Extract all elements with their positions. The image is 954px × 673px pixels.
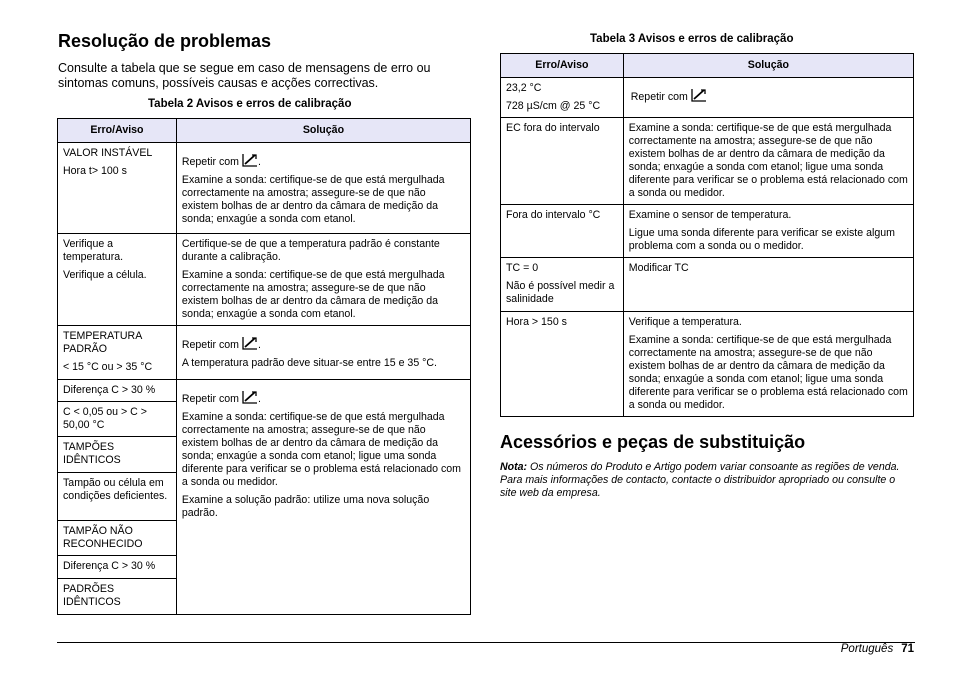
error-cell <box>501 258 624 312</box>
solution-cell <box>623 118 913 205</box>
solution-text: Repetir com . <box>182 390 465 406</box>
table-row <box>501 118 914 205</box>
note-body: Os números do Produto e Artigo podem variar consoante as regiões de venda. Para mais informações de contacto, contacte o distribuidor apropriado ou consulte o site web da empresa. <box>500 461 900 499</box>
solution-text: Examine a sonda: certifique-se de que está mergulhada correctamente na amostra; assegure-se de que não existem bolhas de ar dentro da câmara de medição da sonda; enxagúe a sonda com etanol; ligue uma sonda diferente para verificar se o problema está relacionado com a sonda ou medidor. <box>181 411 461 488</box>
footer-language: Português <box>840 643 894 655</box>
calibrate-icon <box>691 88 707 102</box>
table3 <box>500 53 914 417</box>
error-cell: C < 0,05 ou > C > 50,00 °C <box>58 402 177 437</box>
solution-text: Examine a sonda: certifique-se de que está mergulhada correctamente na amostra; assegure-se de que não existem bolhas de ar dentro da câmara de medição da sonda; enxagúe a sonda com etanol; ligue uma sonda diferente para verificar se o problema está relacionado com a sonda ou medidor. <box>628 122 908 199</box>
table-row <box>501 258 914 312</box>
calibrate-icon <box>242 336 258 350</box>
solution-text: Repetir com . <box>182 336 465 352</box>
table-row <box>58 380 471 402</box>
footer-divider <box>57 642 915 643</box>
table-header-row <box>58 119 471 143</box>
error-cell <box>501 78 624 118</box>
note-label: Nota: <box>500 461 528 473</box>
solution-text: Examine a sonda: certifique-se de que está mergulhada correctamente na amostra; assegure-se de que não existem bolhas de ar dentro da câmara de medição da sonda; enxagúe a sonda com etanol; ligue uma sonda diferente para verificar se o problema está relacionado com a sonda ou medidor. <box>628 334 908 411</box>
table-row <box>501 78 914 118</box>
error-text: TC = 0 <box>506 262 539 274</box>
error-cell: TAMPÃO NÃO RECONHECIDO <box>58 521 177 556</box>
solution-cell <box>176 234 470 326</box>
solution-text: Modificar TC <box>628 262 689 274</box>
error-text: 23,2 °C <box>506 82 542 94</box>
section-title-troubleshooting: Resolução de problemas <box>58 31 272 51</box>
error-text: Verifique a temperatura. <box>63 238 124 263</box>
error-cell <box>58 143 177 234</box>
table2-caption: Tabela 2 Avisos e erros de calibração <box>148 98 352 110</box>
error-text: Não é possível medir a salinidade <box>506 280 615 305</box>
solution-text: Examine o sensor de temperatura. <box>628 209 792 221</box>
intro-text: Consulte a tabela que se segue em caso de mensagens de erro ou sintomas comuns, possíveis causas e acções correctivas. <box>58 61 431 90</box>
solution-text: Repetir com . <box>182 153 465 169</box>
header-solution: Solução <box>623 54 913 78</box>
solution-cell <box>176 380 470 615</box>
solution-cell <box>176 326 470 380</box>
calibrate-icon <box>242 390 258 404</box>
solution-text: Ligue uma sonda diferente para verificar se existe algum problema com a sonda ou o medidor. <box>628 227 895 252</box>
page-footer <box>841 643 914 655</box>
solution-text: Examine a sonda: certifique-se de que está mergulhada correctamente na amostra; assegure-se de que não existem bolhas de ar dentro da câmara de medição da sonda; enxagúe a sonda com etanol. <box>181 174 445 225</box>
error-text: Verifique a célula. <box>63 269 147 281</box>
error-cell <box>58 326 177 380</box>
table-row <box>58 234 471 326</box>
error-cell: Tampão ou célula em condições deficientes. <box>58 473 177 521</box>
error-cell: Hora > 150 s <box>501 312 624 417</box>
error-cell: PADRÕES IDÊNTICOS <box>58 579 177 615</box>
solution-text: Repetir com <box>631 88 908 104</box>
page-number: 71 <box>901 643 914 655</box>
table-row <box>501 312 914 417</box>
solution-text: Verifique a temperatura. <box>628 316 742 328</box>
solution-cell <box>623 205 913 258</box>
solution-text: Certifique-se de que a temperatura padrão é constante durante a calibração. <box>181 238 440 263</box>
solution-cell <box>623 312 913 417</box>
table-row <box>501 205 914 258</box>
error-text: < 15 °C ou > 35 °C <box>63 361 153 373</box>
error-text: 728 µS/cm @ 25 °C <box>506 100 601 112</box>
note-text <box>500 461 910 500</box>
calibrate-icon <box>242 153 258 167</box>
error-cell <box>58 234 177 326</box>
error-cell: Diferença C > 30 % <box>58 380 177 402</box>
table-header-row <box>501 54 914 78</box>
table-row <box>58 143 471 234</box>
solution-text: A temperatura padrão deve situar-se entre 15 e 35 °C. <box>181 357 437 369</box>
error-cell: TAMPÕES IDÊNTICOS <box>58 437 177 473</box>
table2 <box>57 118 471 615</box>
error-cell: Fora do intervalo °C <box>501 205 624 258</box>
error-text: Hora t> 100 s <box>63 165 127 177</box>
solution-cell <box>623 78 913 118</box>
table3-caption: Tabela 3 Avisos e erros de calibração <box>590 33 794 45</box>
error-text: TEMPERATURA PADRÃO <box>63 330 142 355</box>
section-title-accessories: Acessórios e peças de substituição <box>500 432 806 452</box>
solution-cell <box>623 258 913 312</box>
error-text: VALOR INSTÁVEL <box>63 147 153 159</box>
solution-text: Examine a solução padrão: utilize uma nova solução padrão. <box>181 494 430 519</box>
header-error: Erro/Aviso <box>58 119 177 143</box>
solution-cell <box>176 143 470 234</box>
error-cell: Diferença C > 30 % <box>58 556 177 579</box>
header-error: Erro/Aviso <box>501 54 624 78</box>
error-cell: EC fora do intervalo <box>501 118 624 205</box>
solution-text: Examine a sonda: certifique-se de que está mergulhada correctamente na amostra; assegure-se de que não existem bolhas de ar dentro da câmara de medição da sonda; enxagúe a sonda com etanol. <box>181 269 445 320</box>
header-solution: Solução <box>176 119 470 143</box>
table-row <box>58 326 471 380</box>
